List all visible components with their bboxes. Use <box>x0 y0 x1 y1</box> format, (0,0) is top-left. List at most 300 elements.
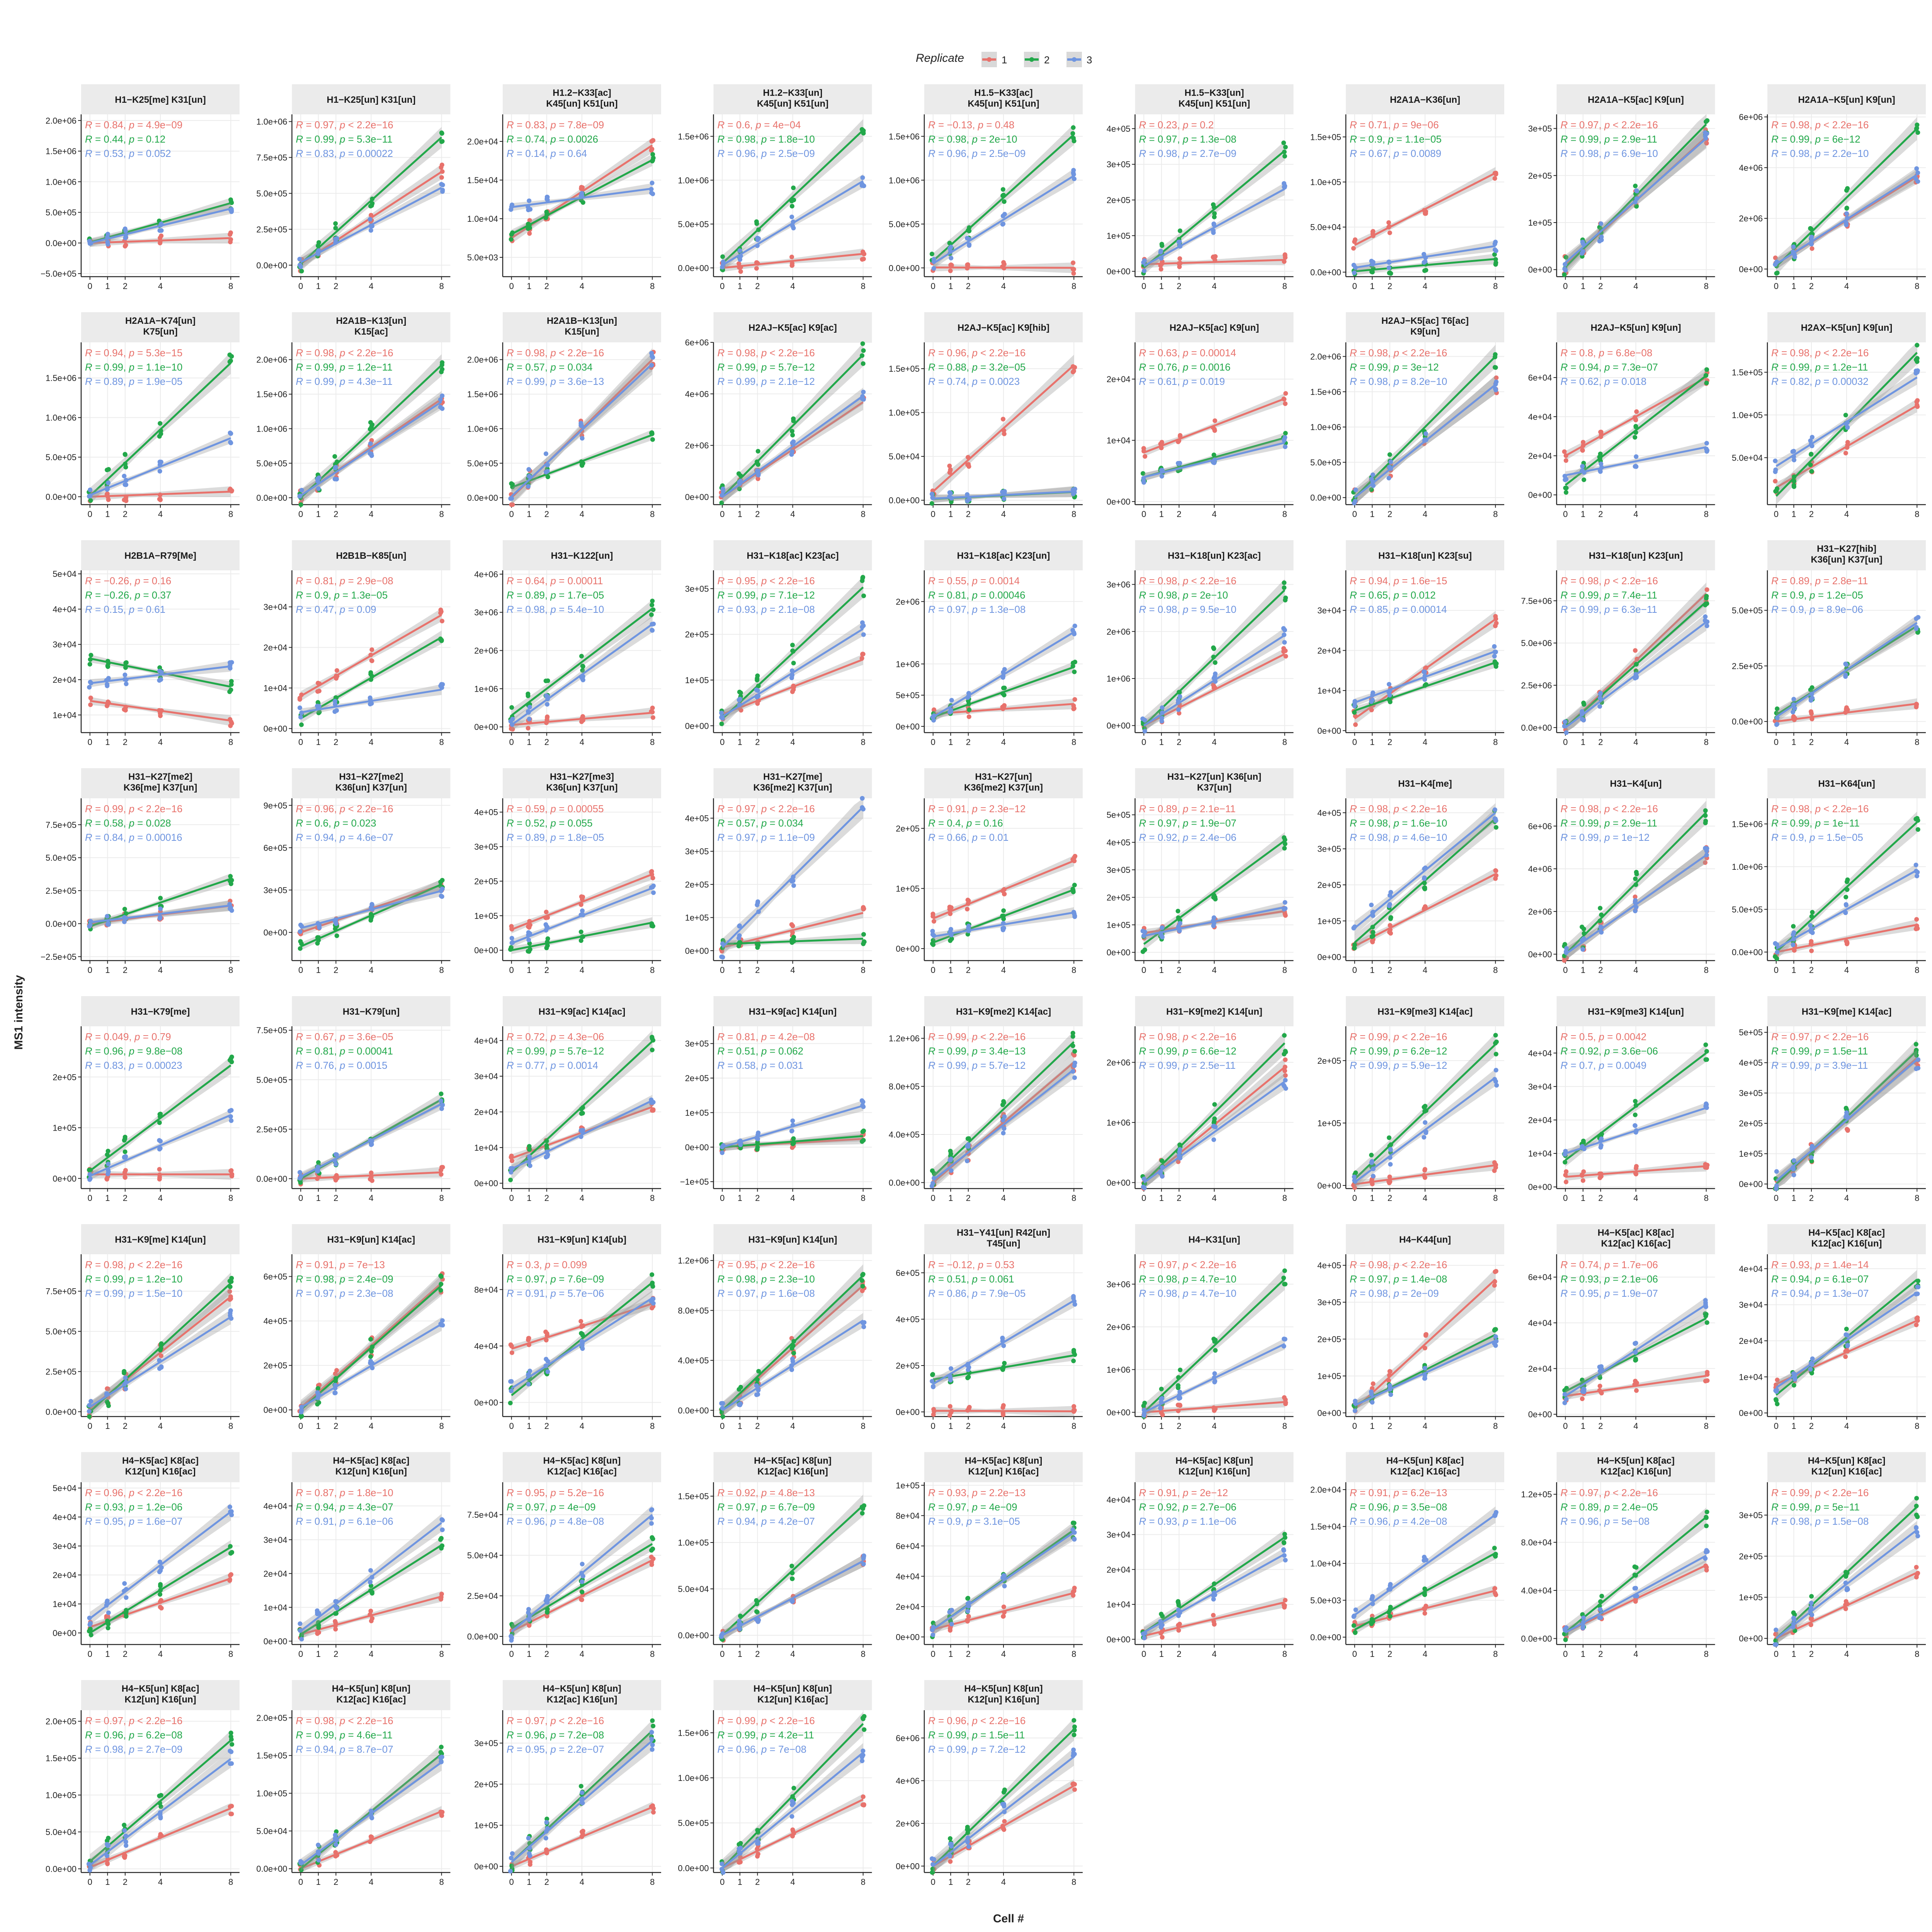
data-point-replicate-3 <box>298 706 302 710</box>
x-tick-label: 4 <box>1422 281 1428 291</box>
x-tick-label: 4 <box>790 281 795 291</box>
data-point-replicate-3 <box>439 182 444 187</box>
panel-4 <box>678 84 872 291</box>
data-point-replicate-3 <box>509 1389 514 1393</box>
x-tick-label: 2 <box>1177 1193 1182 1203</box>
x-tick-label: 1 <box>527 1193 532 1203</box>
stat-annotation-replicate-3: R = 0.58, p = 0.031 <box>717 1060 804 1071</box>
x-tick-label: 1 <box>948 1193 953 1203</box>
data-point-replicate-1 <box>967 1406 971 1410</box>
data-point-replicate-2 <box>1002 1361 1007 1366</box>
data-point-replicate-2 <box>1845 186 1850 191</box>
x-tick-label: 1 <box>948 509 953 519</box>
data-point-replicate-3 <box>1633 909 1638 913</box>
data-point-replicate-2 <box>1810 469 1814 474</box>
stat-annotation-replicate-2: R = 0.99, p = 7.4e−11 <box>1560 589 1657 601</box>
data-point-replicate-2 <box>579 654 584 658</box>
stat-annotation-replicate-2: R = 0.4, p = 0.16 <box>928 817 1003 829</box>
data-point-replicate-3 <box>106 481 111 485</box>
stat-annotation-replicate-2: R = 0.99, p = 1.1e−10 <box>85 361 183 373</box>
y-tick-label: 6e+05 <box>263 843 287 853</box>
data-point-replicate-3 <box>316 486 321 491</box>
y-tick-label: 6e+04 <box>1528 373 1552 383</box>
x-tick-label: 2 <box>122 965 128 975</box>
y-tick-label: 4e+05 <box>685 813 709 823</box>
x-tick-label: 4 <box>1212 737 1217 747</box>
stat-annotation-replicate-3: R = 0.14, p = 0.64 <box>507 148 587 159</box>
x-tick-label: 8 <box>650 1193 655 1203</box>
y-tick-label: 4e+06 <box>1528 864 1552 874</box>
data-point-replicate-3 <box>333 1152 338 1157</box>
x-tick-label: 0 <box>509 509 514 519</box>
data-point-replicate-2 <box>1633 876 1638 881</box>
data-point-replicate-1 <box>527 925 532 930</box>
data-point-replicate-1 <box>790 689 795 694</box>
data-point-replicate-1 <box>439 607 443 612</box>
data-point-replicate-3 <box>546 1369 550 1374</box>
x-tick-label: 2 <box>1598 1193 1603 1203</box>
x-tick-label: 4 <box>1422 509 1428 519</box>
data-point-replicate-2 <box>106 467 111 472</box>
stat-annotation-replicate-3: R = 0.82, p = 0.00032 <box>1771 376 1869 387</box>
y-tick-label: 2.5e+05 <box>256 1124 287 1134</box>
data-point-replicate-2 <box>1283 595 1288 600</box>
x-tick-label: 4 <box>1001 1193 1006 1203</box>
stat-annotation-replicate-1: R = 0.98, p < 2.2e−16 <box>507 347 604 359</box>
data-point-replicate-3 <box>580 908 585 913</box>
x-tick-label: 8 <box>1493 737 1498 747</box>
y-tick-label: 3e+06 <box>1106 580 1131 590</box>
x-tick-label: 1 <box>105 509 110 519</box>
y-tick-label: 0.0e+00 <box>256 260 287 270</box>
stat-annotation-replicate-2: R = 0.9, p = 1.1e−05 <box>1350 133 1442 145</box>
data-point-replicate-1 <box>228 230 233 235</box>
y-tick-label: 0.0e+00 <box>467 493 498 503</box>
data-point-replicate-2 <box>1775 486 1779 491</box>
facet-title: H31−K27[me2] <box>128 772 193 782</box>
y-tick-label: 3e+05 <box>685 584 709 594</box>
data-point-replicate-3 <box>1564 730 1569 735</box>
legend-point-2 <box>1029 57 1034 62</box>
data-point-replicate-2 <box>1369 1153 1374 1157</box>
stat-annotation-replicate-2: R = 0.99, p = 6.6e−12 <box>1139 1045 1236 1057</box>
data-point-replicate-3 <box>1369 699 1374 704</box>
x-tick-label: 8 <box>439 965 444 975</box>
y-tick-label: 5.0e+05 <box>45 853 77 863</box>
data-point-replicate-2 <box>527 949 531 954</box>
data-point-replicate-3 <box>1914 625 1919 630</box>
data-point-replicate-1 <box>509 502 514 507</box>
y-tick-label: 2e+04 <box>474 1107 498 1117</box>
data-point-replicate-3 <box>1703 134 1708 138</box>
x-tick-label: 0 <box>298 1193 303 1203</box>
x-tick-label: 0 <box>87 737 92 747</box>
data-point-replicate-2 <box>1914 1042 1918 1046</box>
y-tick-label: 0.0e+00 <box>678 263 709 273</box>
data-point-replicate-1 <box>651 715 655 720</box>
stat-annotation-replicate-3: R = 0.99, p = 1e−12 <box>1560 832 1650 843</box>
stat-annotation-replicate-2: R = 0.6, p = 0.023 <box>296 817 376 829</box>
data-point-replicate-3 <box>1211 1138 1216 1142</box>
y-tick-label: 1.5e+06 <box>888 131 920 141</box>
data-point-replicate-3 <box>1143 729 1147 733</box>
data-point-replicate-3 <box>159 1364 164 1369</box>
data-point-replicate-2 <box>299 269 304 274</box>
x-tick-label: 1 <box>527 737 532 747</box>
data-point-replicate-2 <box>1916 827 1920 832</box>
data-point-replicate-3 <box>87 685 92 690</box>
stat-annotation-replicate-1: R = 0.81, p = 4.2e−08 <box>717 1031 815 1043</box>
x-tick-label: 1 <box>1159 737 1164 747</box>
data-point-replicate-1 <box>1283 913 1288 918</box>
x-tick-label: 0 <box>509 1421 514 1431</box>
data-point-replicate-3 <box>1704 1102 1709 1107</box>
data-point-replicate-1 <box>510 1350 514 1355</box>
stat-annotation-replicate-2: R = 0.99, p = 7.1e−12 <box>717 589 815 601</box>
x-tick-label: 4 <box>1633 281 1638 291</box>
data-point-replicate-3 <box>157 1138 162 1143</box>
data-point-replicate-1 <box>947 464 952 468</box>
data-point-replicate-3 <box>1142 269 1146 273</box>
data-point-replicate-3 <box>1422 670 1427 674</box>
data-point-replicate-3 <box>526 1382 531 1386</box>
y-tick-label: 0e+00 <box>53 1173 77 1184</box>
y-tick-label: 1e+05 <box>685 675 709 685</box>
data-point-replicate-1 <box>650 1108 655 1113</box>
data-point-replicate-3 <box>1141 260 1146 265</box>
y-tick-label: 0.0e+00 <box>45 492 77 502</box>
data-point-replicate-3 <box>1369 903 1374 907</box>
data-point-replicate-2 <box>719 721 724 726</box>
y-tick-label: 7.5e+05 <box>256 1026 287 1036</box>
y-tick-label: 6e+05 <box>263 1272 287 1282</box>
data-point-replicate-3 <box>123 226 128 231</box>
x-tick-label: 2 <box>333 965 338 975</box>
data-point-replicate-3 <box>334 477 339 481</box>
y-tick-label: 0e+00 <box>685 492 709 502</box>
x-tick-label: 1 <box>316 965 321 975</box>
x-tick-label: 1 <box>1580 965 1585 975</box>
data-point-replicate-2 <box>720 254 725 259</box>
panel-49 <box>678 1224 872 1431</box>
stat-annotation-replicate-2: R = 0.57, p = 0.034 <box>717 817 804 829</box>
facet-title: H31−K18[un] K23[ac] <box>1168 551 1261 561</box>
data-point-replicate-2 <box>123 1150 128 1154</box>
data-point-replicate-2 <box>1001 908 1006 913</box>
panel-18 <box>1732 312 1926 519</box>
panel-38 <box>256 996 450 1203</box>
data-point-replicate-2 <box>791 1351 796 1355</box>
x-tick-label: 2 <box>755 1421 760 1431</box>
x-tick-label: 0 <box>1352 1193 1357 1203</box>
data-point-replicate-3 <box>1387 693 1392 697</box>
y-tick-label: 2e+06 <box>685 440 709 451</box>
data-point-replicate-1 <box>1351 246 1356 251</box>
data-point-replicate-3 <box>581 678 585 682</box>
data-point-replicate-3 <box>1844 211 1849 216</box>
x-tick-label: 2 <box>1387 281 1393 291</box>
stat-annotation-replicate-1: R = 0.84, p = 4.9e−09 <box>85 119 183 131</box>
stat-annotation-replicate-1: R = 0.5, p = 0.0042 <box>1560 1031 1647 1043</box>
data-point-replicate-3 <box>581 1128 585 1133</box>
stat-annotation-replicate-3: R = 0.9, p = 8.9e−06 <box>1771 604 1863 615</box>
data-point-replicate-2 <box>790 433 795 437</box>
x-tick-label: 0 <box>1141 509 1146 519</box>
data-point-replicate-2 <box>861 594 866 598</box>
data-point-replicate-2 <box>1422 269 1427 273</box>
x-tick-label: 2 <box>966 737 971 747</box>
y-tick-label: 5e+05 <box>1739 1027 1763 1037</box>
data-point-replicate-3 <box>932 266 936 271</box>
y-tick-label: 2e+04 <box>53 675 77 685</box>
stat-annotation-replicate-3: R = 0.89, p = 1.8e−05 <box>507 832 604 843</box>
y-tick-label: −1e+05 <box>680 1177 709 1187</box>
data-point-replicate-2 <box>1213 897 1218 901</box>
data-point-replicate-2 <box>228 1058 232 1063</box>
data-point-replicate-3 <box>122 920 127 924</box>
data-point-replicate-2 <box>527 1144 532 1149</box>
stat-annotation-replicate-2: R = 0.81, p = 0.00046 <box>928 589 1026 601</box>
data-point-replicate-1 <box>1071 271 1076 276</box>
data-point-replicate-1 <box>1581 1178 1585 1183</box>
data-point-replicate-3 <box>949 1168 954 1173</box>
x-tick-label: 4 <box>369 1193 374 1203</box>
data-point-replicate-3 <box>1791 932 1796 937</box>
data-point-replicate-1 <box>738 269 743 274</box>
data-point-replicate-2 <box>316 1386 320 1391</box>
data-point-replicate-1 <box>88 702 93 707</box>
x-tick-label: 8 <box>1071 281 1077 291</box>
data-point-replicate-3 <box>721 486 725 491</box>
data-point-replicate-3 <box>158 915 162 920</box>
data-point-replicate-3 <box>88 488 92 492</box>
data-point-replicate-1 <box>1177 256 1182 261</box>
x-tick-label: 8 <box>1704 281 1709 291</box>
x-tick-label: 4 <box>158 737 163 747</box>
panel-48 <box>474 1224 661 1431</box>
y-tick-label: 5.0e+05 <box>256 1075 287 1085</box>
stat-annotation-replicate-1: R = 0.91, p = 7e−13 <box>296 1259 385 1270</box>
data-point-replicate-2 <box>1633 1099 1638 1104</box>
y-tick-label: 7.5e+05 <box>45 820 77 830</box>
x-tick-label: 0 <box>509 737 514 747</box>
y-tick-label: 5.0e+06 <box>1521 638 1552 648</box>
data-point-replicate-2 <box>1000 1102 1005 1107</box>
data-point-replicate-3 <box>754 687 759 692</box>
x-tick-label: 0 <box>1352 965 1357 975</box>
y-tick-label: 4e+05 <box>263 1316 287 1326</box>
y-tick-label: 0e+00 <box>685 946 709 956</box>
data-point-replicate-3 <box>651 1301 656 1306</box>
data-point-replicate-2 <box>1580 925 1584 929</box>
legend-item-3 <box>1066 52 1092 67</box>
data-point-replicate-3 <box>1001 222 1005 226</box>
y-tick-label: 2e+05 <box>1528 171 1552 181</box>
data-point-replicate-1 <box>650 139 654 144</box>
x-tick-label: 4 <box>1422 1193 1428 1203</box>
y-tick-label: 0e+00 <box>1528 265 1552 275</box>
y-tick-label: 8e+04 <box>474 1285 498 1295</box>
data-point-replicate-1 <box>510 1158 514 1163</box>
data-point-replicate-3 <box>721 955 725 959</box>
y-tick-label: 2e+06 <box>1739 214 1763 224</box>
data-point-replicate-1 <box>315 689 320 694</box>
panel-27 <box>1732 540 1926 747</box>
stat-annotation-replicate-1: R = 0.23, p = 0.2 <box>1139 119 1214 131</box>
data-point-replicate-2 <box>581 664 585 669</box>
facet-title: H1−K25[un] K31[un] <box>327 95 416 105</box>
x-tick-label: 4 <box>1001 281 1006 291</box>
data-point-replicate-3 <box>1388 459 1393 464</box>
stat-annotation-replicate-1: R = 0.55, p = 0.0014 <box>928 575 1020 587</box>
data-point-replicate-1 <box>123 1168 128 1173</box>
y-tick-label: 1.5e+05 <box>1310 132 1341 142</box>
stat-annotation-replicate-3: R = 0.66, p = 0.01 <box>928 832 1009 843</box>
x-tick-label: 4 <box>158 281 163 291</box>
x-tick-label: 1 <box>948 737 953 747</box>
x-tick-label: 2 <box>333 509 338 519</box>
stat-annotation-replicate-2: R = 0.99, p = 5.3e−11 <box>296 133 393 145</box>
data-point-replicate-1 <box>1002 432 1007 436</box>
y-tick-label: 0e+00 <box>1317 726 1341 736</box>
data-point-replicate-3 <box>1792 1173 1796 1177</box>
data-point-replicate-3 <box>1493 808 1497 812</box>
data-point-replicate-3 <box>1160 705 1165 710</box>
facet-title: K36[me2] K37[un] <box>964 782 1043 793</box>
x-tick-label: 8 <box>1282 509 1287 519</box>
y-tick-label: 4e+05 <box>1739 1058 1763 1068</box>
x-tick-label: 0 <box>1563 965 1568 975</box>
x-tick-label: 2 <box>544 281 549 291</box>
data-point-replicate-1 <box>1159 267 1163 272</box>
facet-title: H1.2−K33[un] <box>763 88 823 98</box>
facet-title: H2A1B−K13[un] <box>336 316 406 326</box>
data-point-replicate-3 <box>122 474 126 478</box>
data-point-replicate-3 <box>1282 640 1287 645</box>
stat-annotation-replicate-1: R = 0.64, p = 0.00011 <box>507 575 603 587</box>
data-point-replicate-3 <box>528 1163 532 1168</box>
x-tick-label: 2 <box>755 281 760 291</box>
y-tick-label: 2e+06 <box>1528 906 1552 917</box>
stat-annotation-replicate-1: R = 0.72, p = 4.3e−06 <box>507 1031 604 1043</box>
data-point-replicate-3 <box>1775 942 1779 947</box>
stat-annotation-replicate-2: R = 0.96, p = 9.8e−08 <box>85 1045 183 1057</box>
data-point-replicate-3 <box>528 207 532 212</box>
y-tick-label: 5e+05 <box>1106 810 1131 820</box>
data-point-replicate-3 <box>930 1184 934 1188</box>
stat-annotation-replicate-1: R = 0.95, p < 2.2e−16 <box>717 575 815 587</box>
x-tick-label: 2 <box>1809 1193 1814 1203</box>
y-tick-label: 1e+04 <box>263 683 287 693</box>
x-tick-label: 0 <box>509 1193 514 1203</box>
data-point-replicate-3 <box>1140 716 1145 721</box>
x-tick-label: 4 <box>158 1193 163 1203</box>
data-point-replicate-2 <box>508 1178 513 1182</box>
y-tick-label: 1e+05 <box>685 913 709 923</box>
y-tick-label: 1.0e+05 <box>1310 177 1341 187</box>
x-tick-label: 1 <box>105 965 110 975</box>
data-point-replicate-3 <box>720 265 724 269</box>
x-tick-label: 8 <box>439 1421 444 1431</box>
x-tick-label: 4 <box>158 509 163 519</box>
data-point-replicate-3 <box>650 354 654 359</box>
x-tick-label: 1 <box>1791 281 1796 291</box>
x-tick-label: 1 <box>1159 509 1164 519</box>
data-point-replicate-3 <box>298 929 303 934</box>
facet-title: H31−K9[me] K14[un] <box>115 1235 206 1245</box>
data-point-replicate-3 <box>105 242 110 247</box>
y-tick-label: 1e+06 <box>896 659 920 669</box>
panel-43 <box>1317 996 1504 1203</box>
data-point-replicate-2 <box>229 354 234 359</box>
data-point-replicate-2 <box>106 1149 111 1153</box>
x-tick-label: 1 <box>737 509 742 519</box>
y-tick-label: 5.0e+05 <box>256 458 287 468</box>
facet-title: H31−K9[me2] K14[ac] <box>956 1007 1051 1017</box>
x-tick-label: 1 <box>1791 509 1796 519</box>
panel-30 <box>474 768 661 975</box>
x-tick-label: 1 <box>316 509 321 519</box>
data-point-replicate-3 <box>1808 439 1813 443</box>
panel-3 <box>467 84 661 291</box>
data-point-replicate-3 <box>737 1402 742 1407</box>
data-point-replicate-2 <box>1072 139 1077 143</box>
stat-annotation-replicate-2: R = 0.44, p = 0.12 <box>85 133 166 145</box>
data-point-replicate-1 <box>1845 941 1850 946</box>
data-point-replicate-1 <box>1001 1403 1006 1408</box>
stat-annotation-replicate-2: R = 0.99, p = 2.9e−11 <box>1560 133 1657 145</box>
stat-annotation-replicate-3: R = 0.94, p = 4.6e−07 <box>296 832 393 843</box>
x-tick-label: 8 <box>1282 1193 1287 1203</box>
stat-annotation-replicate-3: R = 0.67, p = 0.0089 <box>1350 148 1442 159</box>
data-point-replicate-2 <box>1493 365 1497 370</box>
data-point-replicate-2 <box>861 341 865 346</box>
x-tick-label: 8 <box>1282 281 1287 291</box>
data-point-replicate-3 <box>1775 722 1779 726</box>
x-tick-label: 2 <box>544 1193 549 1203</box>
data-point-replicate-3 <box>1371 473 1375 477</box>
x-tick-label: 4 <box>369 737 374 747</box>
y-tick-label: 0e+00 <box>474 1179 498 1189</box>
y-tick-label: 1.0e+06 <box>678 175 709 185</box>
x-tick-label: 2 <box>122 281 128 291</box>
data-point-replicate-3 <box>1634 454 1638 459</box>
panel-34 <box>1317 768 1504 975</box>
data-point-replicate-1 <box>1071 260 1075 265</box>
stat-annotation-replicate-1: R = 0.049, p = 0.79 <box>85 1031 171 1043</box>
x-tick-label: 0 <box>930 509 935 519</box>
data-point-replicate-1 <box>1212 427 1217 432</box>
data-point-replicate-3 <box>1598 692 1603 696</box>
y-tick-label: 1.0e+06 <box>256 117 287 127</box>
data-point-replicate-3 <box>1281 626 1286 631</box>
y-tick-label: 2e+05 <box>474 876 498 886</box>
data-point-replicate-3 <box>1914 166 1919 171</box>
stat-annotation-replicate-3: R = 0.98, p = 5.4e−10 <box>507 604 604 615</box>
data-point-replicate-3 <box>791 883 796 888</box>
data-point-replicate-1 <box>157 497 162 502</box>
x-tick-label: 2 <box>1177 509 1182 519</box>
data-point-replicate-3 <box>510 717 515 721</box>
x-tick-label: 2 <box>966 281 971 291</box>
x-tick-label: 4 <box>158 965 163 975</box>
y-tick-label: 1e+04 <box>53 710 77 720</box>
facet-title: H31−K18[un] K23[un] <box>1588 551 1683 561</box>
facet-title: H2AJ−K5[ac] T6[ac] <box>1381 316 1469 326</box>
x-tick-label: 0 <box>1563 737 1568 747</box>
stat-annotation-replicate-2: R = 0.99, p = 1.2e−11 <box>296 361 393 373</box>
stat-annotation-replicate-3: R = 0.62, p = 0.018 <box>1560 376 1647 387</box>
